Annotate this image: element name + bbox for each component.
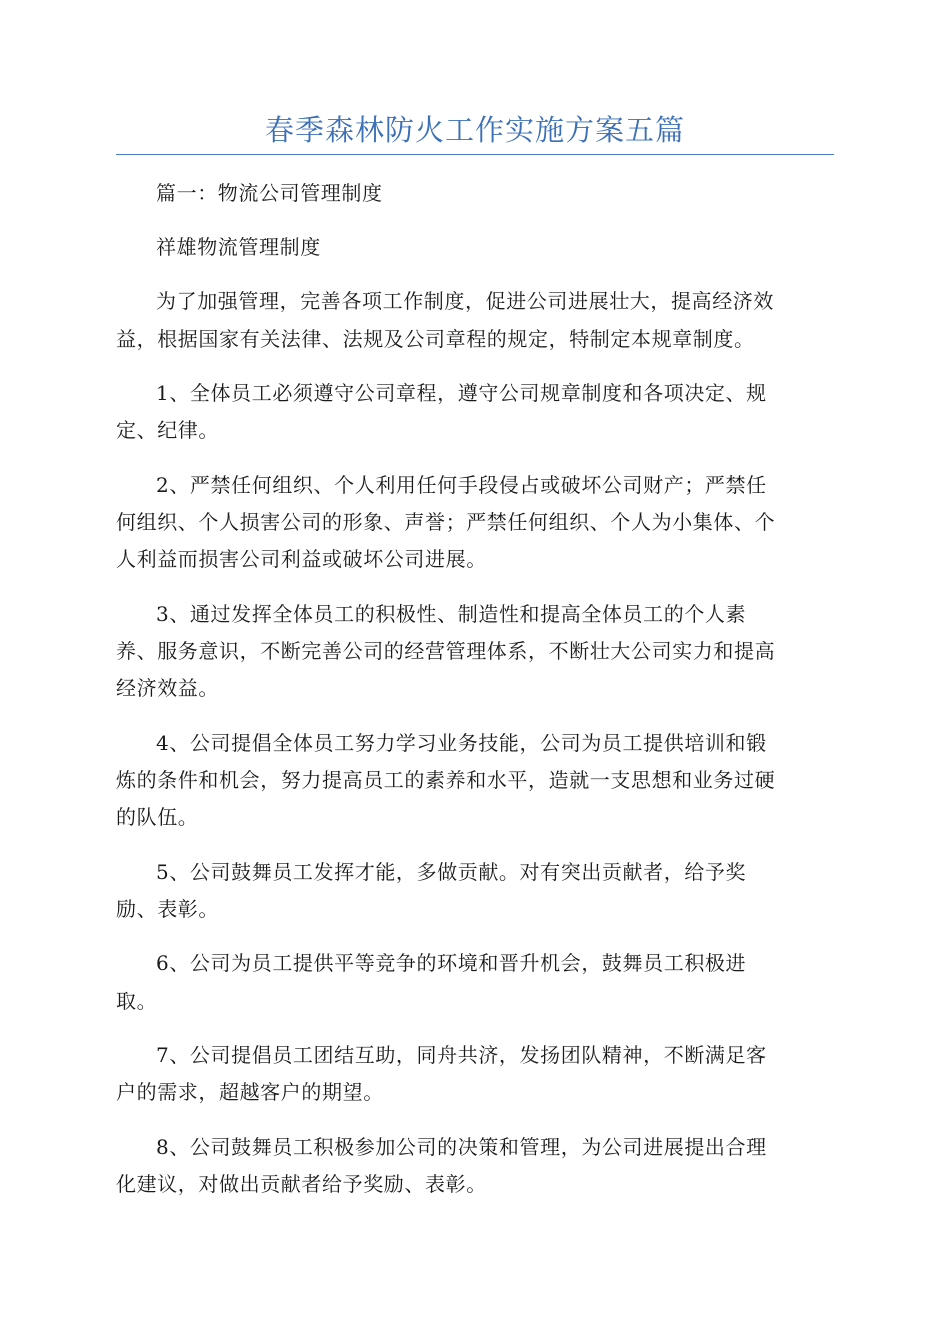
paragraph-rule-6 [116, 945, 834, 1020]
text-line: 祥雄物流管理制度 [156, 235, 321, 260]
text-line: 人利益而损害公司利益或破坏公司进展。 [116, 547, 487, 572]
document-body [116, 175, 834, 1220]
title-underline [116, 154, 834, 155]
paragraph-rule-3 [116, 596, 834, 708]
paragraph-rule-2 [116, 467, 834, 579]
text-line: 化建议，对做出贡献者给予奖励、表彰。 [116, 1171, 487, 1196]
paragraph-subtitle [116, 229, 834, 266]
text-line: 定、纪律。 [116, 418, 219, 443]
paragraph-rule-5 [116, 854, 834, 929]
paragraph-rule-4 [116, 725, 834, 837]
document-title: 春季森林防火工作实施方案五篇 [264, 113, 685, 147]
text-line: 篇一：物流公司管理制度 [156, 181, 383, 205]
text-line: 取。 [116, 988, 158, 1013]
text-line: 益，根据国家有关法律、法规及公司章程的规定，特制定本规章制度。 [116, 326, 755, 351]
text-line: 8、公司鼓舞员工积极参加公司的决策和管理，为公司进展提出合理 [156, 1134, 767, 1159]
paragraph-section-heading [116, 175, 834, 212]
text-line: 户的需求，超越客户的期望。 [116, 1080, 384, 1105]
text-line: 何组织、个人损害公司的形象、声誉；严禁任何组织、个人为小集体、个 [116, 510, 776, 535]
text-line: 炼的条件和机会，努力提高员工的素养和水平，造就一支思想和业务过硬 [116, 768, 776, 793]
text-line: 7、公司提倡员工团结互助，同舟共济，发扬团队精神，不断满足客 [156, 1042, 767, 1067]
paragraph-intro [116, 283, 834, 358]
text-line: 1、全体员工必须遵守公司章程，遵守公司规章制度和各项决定、规 [156, 381, 767, 406]
text-line: 为了加强管理，完善各项工作制度，促进公司进展壮大，提高经济效 [156, 289, 774, 314]
text-line: 经济效益。 [116, 676, 219, 701]
paragraph-rule-1 [116, 375, 834, 450]
paragraph-rule-8 [116, 1129, 834, 1204]
text-line: 4、公司提倡全体员工努力学习业务技能，公司为员工提供培训和锻 [156, 730, 767, 755]
text-line: 2、严禁任何组织、个人利用任何手段侵占或破坏公司财产；严禁任 [156, 472, 767, 497]
text-line: 6、公司为员工提供平等竞争的环境和晋升机会，鼓舞员工积极进 [156, 951, 747, 976]
text-line: 养、服务意识，不断完善公司的经营管理体系，不断壮大公司实力和提高 [116, 639, 776, 664]
text-line: 3、通过发挥全体员工的积极性、制造性和提高全体员工的个人素 [156, 601, 747, 626]
text-line: 的队伍。 [116, 805, 199, 830]
paragraph-rule-7 [116, 1037, 834, 1112]
text-line: 励、表彰。 [116, 897, 219, 922]
text-line: 5、公司鼓舞员工发挥才能，多做贡献。对有突出贡献者，给予奖 [156, 859, 747, 884]
